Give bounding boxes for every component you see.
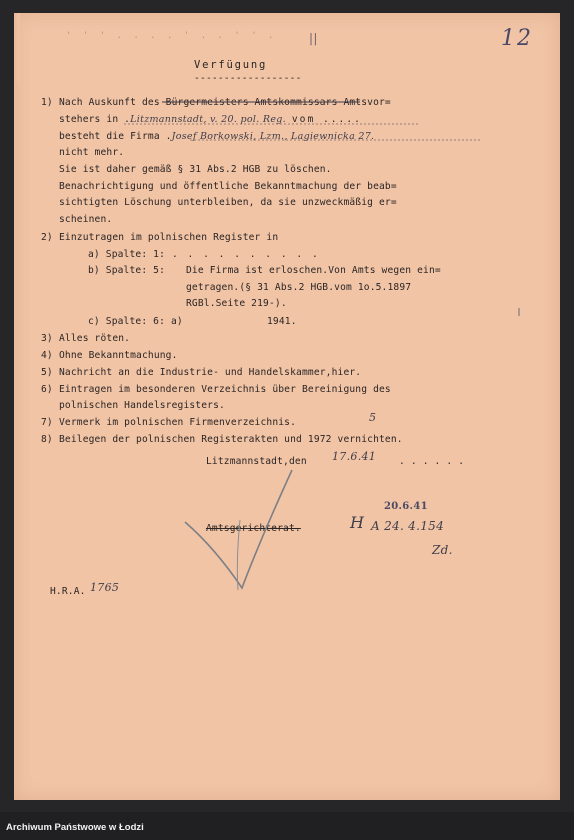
hra-label: H.R.A.	[50, 586, 86, 597]
archive-name: Archiwum Państwowe w Łodzi	[6, 822, 144, 833]
handwritten-firm: Josef Borkowski, Lzm., Lagiewnicka 27.	[171, 131, 375, 142]
paper-edge	[14, 13, 20, 83]
item-number-4: 4)	[41, 350, 53, 361]
item-number-6: 6)	[41, 384, 53, 395]
title-underline: ------------------	[194, 73, 302, 84]
column-b-value-3: RGBl.Seite 219-).	[186, 298, 287, 309]
item-1-line-4: nicht mehr.	[59, 147, 125, 158]
faint-bleedthrough: ' ' ' . . . . ' . . ' ' .	[66, 31, 277, 41]
item-number-3: 3)	[41, 333, 53, 344]
item-1-line-8: scheinen.	[59, 214, 113, 225]
item-6-line-1: Eintragen im besonderen Verzeichnis über Bereinigung des	[59, 384, 391, 395]
item-number-7: 7)	[41, 417, 53, 428]
hra-number: 1765	[90, 581, 120, 594]
column-c-year: 1941.	[267, 316, 297, 327]
official-title: Amtsgerichterat.	[206, 523, 301, 534]
column-a-label: a) Spalte: 1:	[88, 249, 166, 260]
handwritten-date: 17.6.41	[332, 450, 377, 463]
item-number-8: 8)	[41, 434, 53, 445]
document-page	[14, 13, 560, 800]
column-c-label: c) Spalte: 6: a)	[88, 316, 183, 327]
item-5-text: Nachricht an die Industrie- und Handelskammer,hier.	[59, 367, 362, 378]
item-2-line-1: Einzutragen im polnischen Register in	[59, 232, 279, 243]
item-1-line-1: Nach Auskunft des Bürgermeisters-Amtskommissars-Amtsvor=	[59, 97, 391, 108]
item-1-line-6: Benachrichtigung und öffentliche Bekanntmachung der beab=	[59, 181, 397, 192]
archive-footer	[0, 812, 574, 840]
item-8-text: Beilegen der polnischen Registerakten und 1972 vernichten.	[59, 434, 403, 445]
item-number-1: 1)	[41, 97, 53, 108]
handwritten-mark-5: 5	[369, 411, 377, 424]
place-date-dots: . . . . . .	[399, 456, 465, 467]
stamp-date: 20.6.41	[384, 501, 428, 512]
column-a-value: . . . . . . . . . .	[172, 249, 320, 260]
column-b-label: b) Spalte: 5:	[88, 265, 166, 276]
folio-number: 12	[501, 26, 533, 51]
item-7-text: Vermerk im polnischen Firmenverzeichnis.	[59, 417, 297, 428]
column-b-value: Die Firma ist erloschen.Von Amts wegen ein=	[186, 265, 441, 276]
initials: Zd.	[432, 543, 453, 557]
item-1-line-2: stehers in .Litzmannstadt, v. 20. pol. Reg. vom .....	[59, 114, 362, 125]
top-tick-mark: ||	[309, 31, 318, 45]
column-b-value-2: getragen.(§ 31 Abs.2 HGB.vom 1o.5.1897	[186, 282, 412, 293]
place-date-label: Litzmannstadt,den	[206, 456, 307, 467]
signature-mark: H	[350, 513, 365, 532]
item-3-text: Alles röten.	[59, 333, 131, 344]
item-number-2: 2)	[41, 232, 53, 243]
handwritten-place: Litzmannstadt, v. 20. pol. Reg.	[130, 114, 286, 125]
item-1-line-5: Sie ist daher gemäß § 31 Abs.2 HGB zu löschen.	[59, 164, 332, 175]
item-1-line-3: besteht die Firma .Josef Borkowski, Lzm., Lagiewnicka 27.	[59, 131, 375, 142]
item-number-5: 5)	[41, 367, 53, 378]
page-title: Verfügung	[194, 59, 268, 71]
item-1-line-7: sichtigten Löschung unterbleiben, da sie unzweckmäßig er=	[59, 197, 397, 208]
item-4-text: Ohne Bekanntmachung.	[59, 350, 178, 361]
reference-number: A 24. 4.154	[371, 519, 445, 533]
item-6-line-2: polnischen Handelsregisters.	[59, 400, 225, 411]
